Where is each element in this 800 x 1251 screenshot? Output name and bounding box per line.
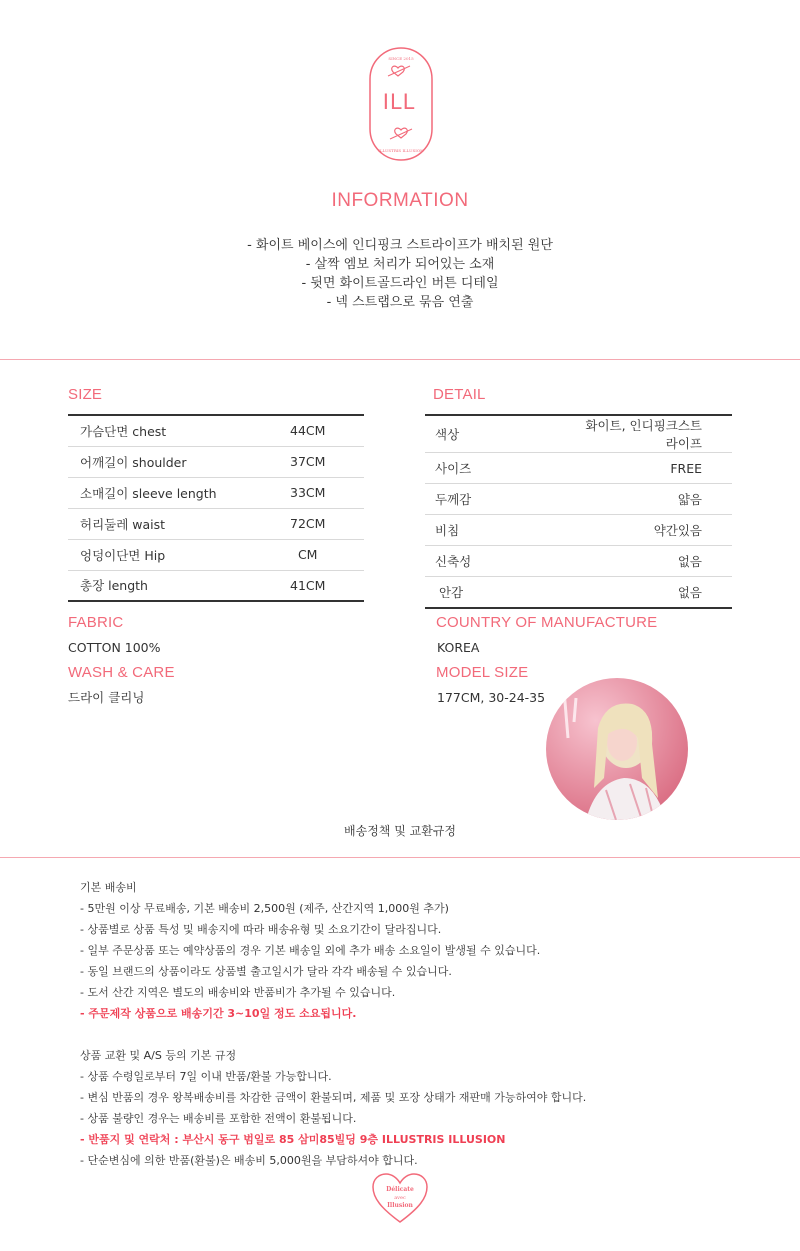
table-row [425, 577, 732, 608]
table-row [425, 453, 732, 484]
detail-label: 사이즈 [425, 453, 581, 484]
information-line: - 넥 스트랩으로 묶음 연출 [326, 295, 474, 310]
exchange-line: - 상품 수령일로부터 7일 이내 반품/환불 가능합니다. [80, 1070, 332, 1083]
shipping-basic [80, 877, 540, 1024]
size-label: 어깨길이 shoulder [68, 446, 290, 477]
exchange-emphasis: - 반품지 및 연락처 : 부산시 동구 범일로 85 삼미85빌딩 9층 ILLUSTRIS ILLUSION [80, 1133, 506, 1146]
shipping-title: 배송정책 및 교환규정 [344, 824, 456, 838]
shipping-line: - 5만원 이상 무료배송, 기본 배송비 2,500원 (제주, 산간지역 1,000원 추가) [80, 902, 449, 915]
information-title: INFORMATION [331, 190, 469, 211]
size-label: 소매길이 sleeve length [68, 477, 290, 508]
logo-top-text: SINCE 2015 [388, 56, 414, 61]
information-lines [0, 236, 800, 312]
heart-badge-icon [371, 1172, 429, 1224]
information-line: - 뒷면 화이트골드라인 버튼 디테일 [301, 276, 499, 291]
detail-value: 화이트, 인디핑크스트라이프 [581, 415, 732, 453]
size-value: 37CM [290, 446, 364, 477]
logo-bottom-text: ILLUSTRIS ILLUSION [378, 148, 424, 153]
size-label: 총장 length [68, 570, 290, 601]
heart-text: avec [394, 1195, 406, 1201]
model-value: 177CM, 30-24-35 [437, 690, 546, 705]
heart-text: Délicate [386, 1186, 414, 1193]
size-label: 가슴단면 chest [68, 415, 290, 446]
size-value: 41CM [290, 570, 364, 601]
detail-label: 안감 [425, 577, 581, 608]
detail-title: DETAIL [433, 386, 486, 403]
heart-arrow-icon [390, 128, 412, 139]
model-photo [546, 678, 688, 820]
detail-label: 색상 [425, 415, 581, 453]
fabric-value: COTTON 100% [68, 640, 161, 655]
size-value: CM [290, 539, 364, 570]
size-label: 허리둘레 waist [68, 508, 290, 539]
shipping-line: - 일부 주문상품 또는 예약상품의 경우 기본 배송일 외에 추가 배송 소요일이 발생될 수 있습니다. [80, 944, 541, 957]
exchange-line: - 단순변심에 의한 반품(환불)은 배송비 5,000원을 부담하셔야 합니다. [80, 1154, 418, 1167]
size-table [68, 414, 364, 602]
table-row [68, 446, 364, 477]
detail-table [425, 414, 732, 609]
heart-text: Illusion [387, 1202, 413, 1209]
exchange-line: - 변심 반품의 경우 왕복배송비를 차감한 금액이 환불되며, 제품 및 포장 상태가 재판매 가능하여야 합니다. [80, 1091, 587, 1104]
shipping-line: - 도서 산간 지역은 별도의 배송비와 반품비가 추가될 수 있습니다. [80, 986, 396, 999]
information-line: - 화이트 베이스에 인디핑크 스트라이프가 배치된 원단 [247, 238, 553, 253]
shipping-line: - 상품별로 상품 특성 및 배송지에 따라 배송유형 및 소요기간이 달라집니다. [80, 923, 442, 936]
section-divider [0, 359, 800, 360]
table-row [68, 570, 364, 601]
country-value: KOREA [437, 640, 480, 655]
detail-label: 두께감 [425, 484, 581, 515]
table-row [68, 539, 364, 570]
information-line: - 살짝 엠보 처리가 되어있는 소재 [305, 257, 495, 272]
detail-value: 얇음 [581, 484, 732, 515]
section-divider [0, 857, 800, 858]
fabric-title: FABRIC [68, 614, 124, 631]
detail-value: 없음 [581, 546, 732, 577]
size-value: 33CM [290, 477, 364, 508]
detail-label: 신축성 [425, 546, 581, 577]
brand-logo [368, 46, 434, 162]
table-row [68, 477, 364, 508]
shipping-line: - 동일 브랜드의 상품이라도 상품별 출고일시가 달라 각각 배송될 수 있습니다. [80, 965, 452, 978]
exchange-line: - 상품 불량인 경우는 배송비를 포함한 전액이 환불됩니다. [80, 1112, 357, 1125]
wash-title: WASH & CARE [68, 664, 175, 681]
logo-mark: ILL [382, 90, 416, 114]
table-row [425, 484, 732, 515]
table-row [68, 508, 364, 539]
table-row [425, 546, 732, 577]
table-row [425, 515, 732, 546]
exchange-title: 상품 교환 및 A/S 등의 기본 규정 [80, 1049, 237, 1062]
detail-label: 비침 [425, 515, 581, 546]
country-title: COUNTRY OF MANUFACTURE [436, 614, 658, 631]
shipping-basic-title: 기본 배송비 [80, 881, 137, 894]
detail-value: FREE [581, 453, 732, 484]
heart-arrow-icon [388, 66, 410, 76]
table-row [425, 415, 732, 453]
size-value: 72CM [290, 508, 364, 539]
table-row [68, 415, 364, 446]
shipping-emphasis: - 주문제작 상품으로 배송기간 3~10일 정도 소요됩니다. [80, 1007, 357, 1020]
detail-value: 약간있음 [581, 515, 732, 546]
wash-value: 드라이 클리닝 [68, 690, 145, 705]
detail-value: 없음 [581, 577, 732, 608]
model-title: MODEL SIZE [436, 664, 529, 681]
shipping-exchange [80, 1045, 586, 1171]
size-title: SIZE [68, 386, 103, 403]
size-value: 44CM [290, 415, 364, 446]
size-label: 엉덩이단면 Hip [68, 539, 290, 570]
